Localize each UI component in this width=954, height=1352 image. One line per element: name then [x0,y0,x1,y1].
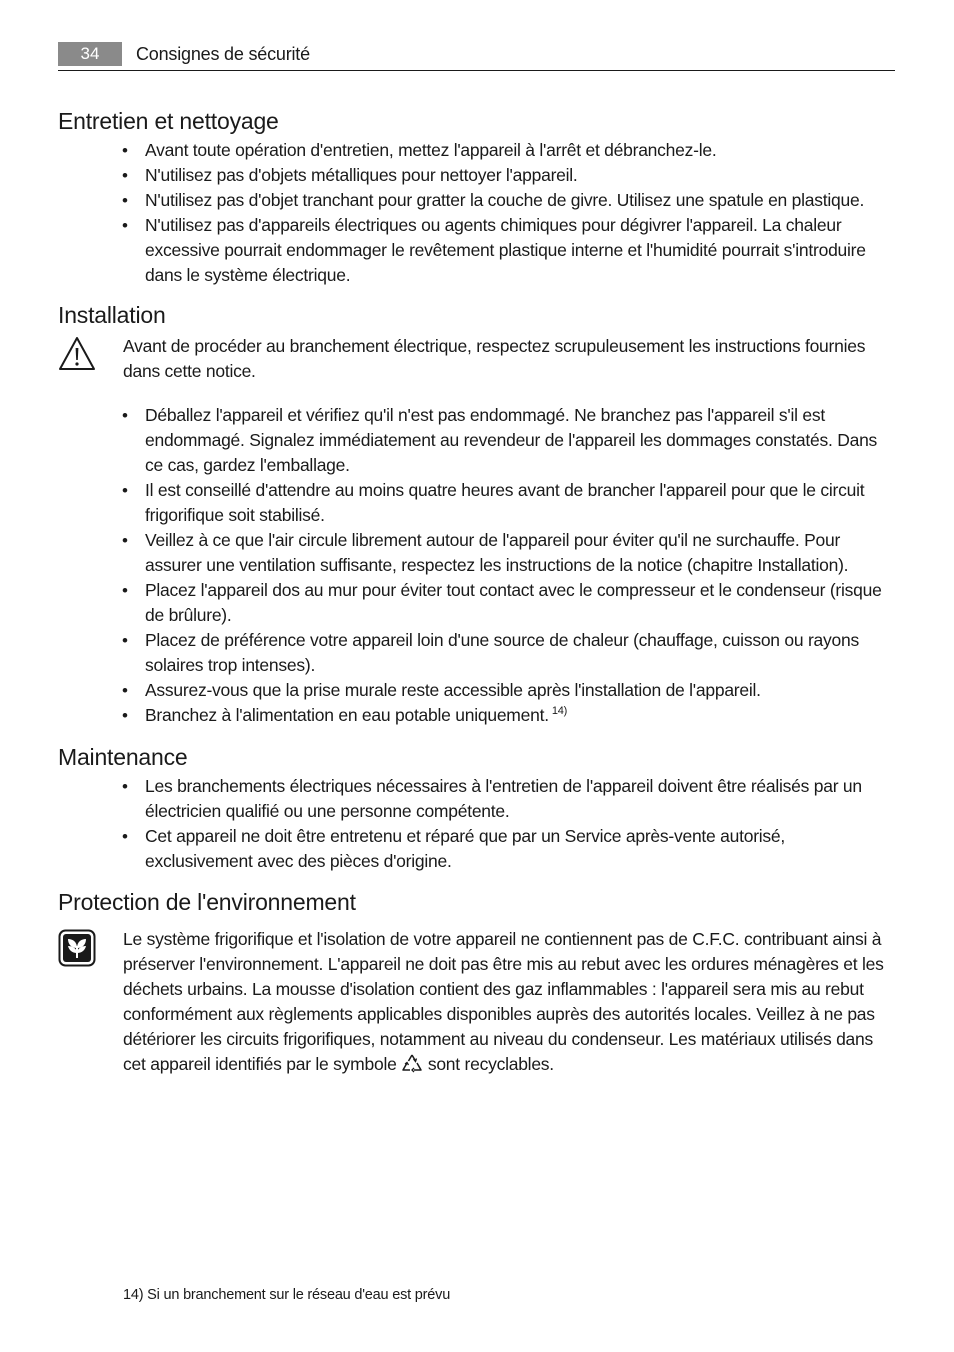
list-item-text: Il est conseillé d'attendre au moins quatre heures avant de brancher l'appareil pour que le circuit frigorifique soit stabilisé. [145,480,865,525]
bullet: • [122,481,128,500]
list-item-text: Veillez à ce que l'air circule librement autour de l'appareil pour éviter qu'il ne surchauffe. Pour assurer une ventilation suffisante, respectez les instructions de la notice (chapitre Installation). [145,530,849,575]
bullet: • [122,166,128,185]
page-header [58,40,895,71]
section-maintenance [58,740,898,874]
bullet: • [122,681,128,700]
list-item [122,774,898,824]
list-item-text: Placez l'appareil dos au mur pour éviter tout contact avec le compresseur et le condenseur (risque de brûlure). [145,580,882,625]
list-item-text: Branchez à l'alimentation en eau potable uniquement. [145,705,549,725]
list-item [122,703,898,728]
environment-notice [58,927,898,1077]
warning-text: Avant de procéder au branchement électrique, respectez scrupuleusement les instructions fournies dans cette notice. [123,336,866,381]
section-title-installation: Installation [58,302,166,328]
bullet: • [122,531,128,550]
bullet: • [122,141,128,160]
footnote-reference[interactable]: 14) [551,705,567,717]
page-content [58,104,898,1096]
warning-triangle-icon [58,336,96,377]
footnote: 14) Si un branchement sur le réseau d'eau est prévu [123,1287,451,1303]
recycle-icon [401,1054,423,1074]
bullet: • [122,191,128,210]
warning-notice [58,334,898,384]
list-item-text: Cet appareil ne doit être entretenu et réparé que par un Service après-vente autorisé, exclusivement avec des pièces d'origine. [145,826,786,871]
section-title-environment: Protection de l'environnement [58,889,356,915]
environment-text-end: sont recyclables. [427,1054,554,1074]
section-entretien [58,104,898,288]
list-item-text: Assurez-vous que la prise murale reste accessible après l'installation de l'appareil. [145,680,761,700]
list-item [122,528,898,578]
list-item [122,403,898,478]
list-item [122,138,898,163]
list-item-text: Avant toute opération d'entretien, mettez l'appareil à l'arrêt et débranchez-le. [145,140,717,160]
bullet: • [122,216,128,235]
bullet: • [122,406,128,425]
section-title-entretien: Entretien et nettoyage [58,108,279,134]
entretien-list [58,138,898,288]
installation-list [58,403,898,728]
running-title: Consignes de sécurité [136,44,310,64]
environment-text-main: Le système frigorifique et l'isolation de votre appareil ne contiennent pas de C.F.C. contribuant ainsi à préserver l'environnement. L'appareil ne doit pas être mis au rebut avec les ordures ménagères et les déchets urbains. La mousse d'isolation contient des gaz inflammables : l'appareil sera mis au rebut conformément aux règlements applicables disponibles auprès des autorités locales. Veillez à ne pas détériorer les circuits frigorifiques, notamment au niveau du condenseur. Les matériaux utilisés dans cet appareil identifiés par le symbole [123,929,884,1074]
section-installation [58,298,898,728]
maintenance-list [58,774,898,874]
section-title-maintenance: Maintenance [58,744,188,770]
list-item [122,163,898,188]
bullet: • [122,827,128,846]
bullet: • [122,631,128,650]
list-item-text: Placez de préférence votre appareil loin d'une source de chaleur (chauffage, cuisson ou rayons solaires trop intenses). [145,630,860,675]
bullet: • [122,706,128,725]
list-item-text: N'utilisez pas d'appareils électriques ou agents chimiques pour dégivrer l'appareil. La chaleur excessive pourrait endommager le revêtement plastique interne et l'humidité pourrait s'introduire dans le système électrique. [145,215,866,285]
list-item [122,824,898,874]
bullet: • [122,777,128,796]
list-item [122,678,898,703]
section-environment [58,885,898,1077]
list-item-text: N'utilisez pas d'objets métalliques pour nettoyer l'appareil. [145,165,578,185]
page-number: 34 [58,42,122,66]
list-item [122,213,898,288]
environment-plant-icon [58,929,96,972]
list-item-text: Déballez l'appareil et vérifiez qu'il n'est pas endommagé. Ne branchez pas l'appareil s'il est endommagé. Signalez immédiatement au revendeur de l'appareil les dommages constatés. Dans ce cas, gardez l'emballage. [145,405,878,475]
bullet: • [122,581,128,600]
list-item [122,188,898,213]
list-item [122,578,898,628]
list-item-text: N'utilisez pas d'objet tranchant pour gratter la couche de givre. Utilisez une spatule en plastique. [145,190,865,210]
list-item-text: Les branchements électriques nécessaires à l'entretien de l'appareil doivent être réalisés par un électricien qualifié ou une personne compétente. [145,776,862,821]
environment-text [123,927,898,1077]
list-item [122,478,898,528]
list-item [122,628,898,678]
